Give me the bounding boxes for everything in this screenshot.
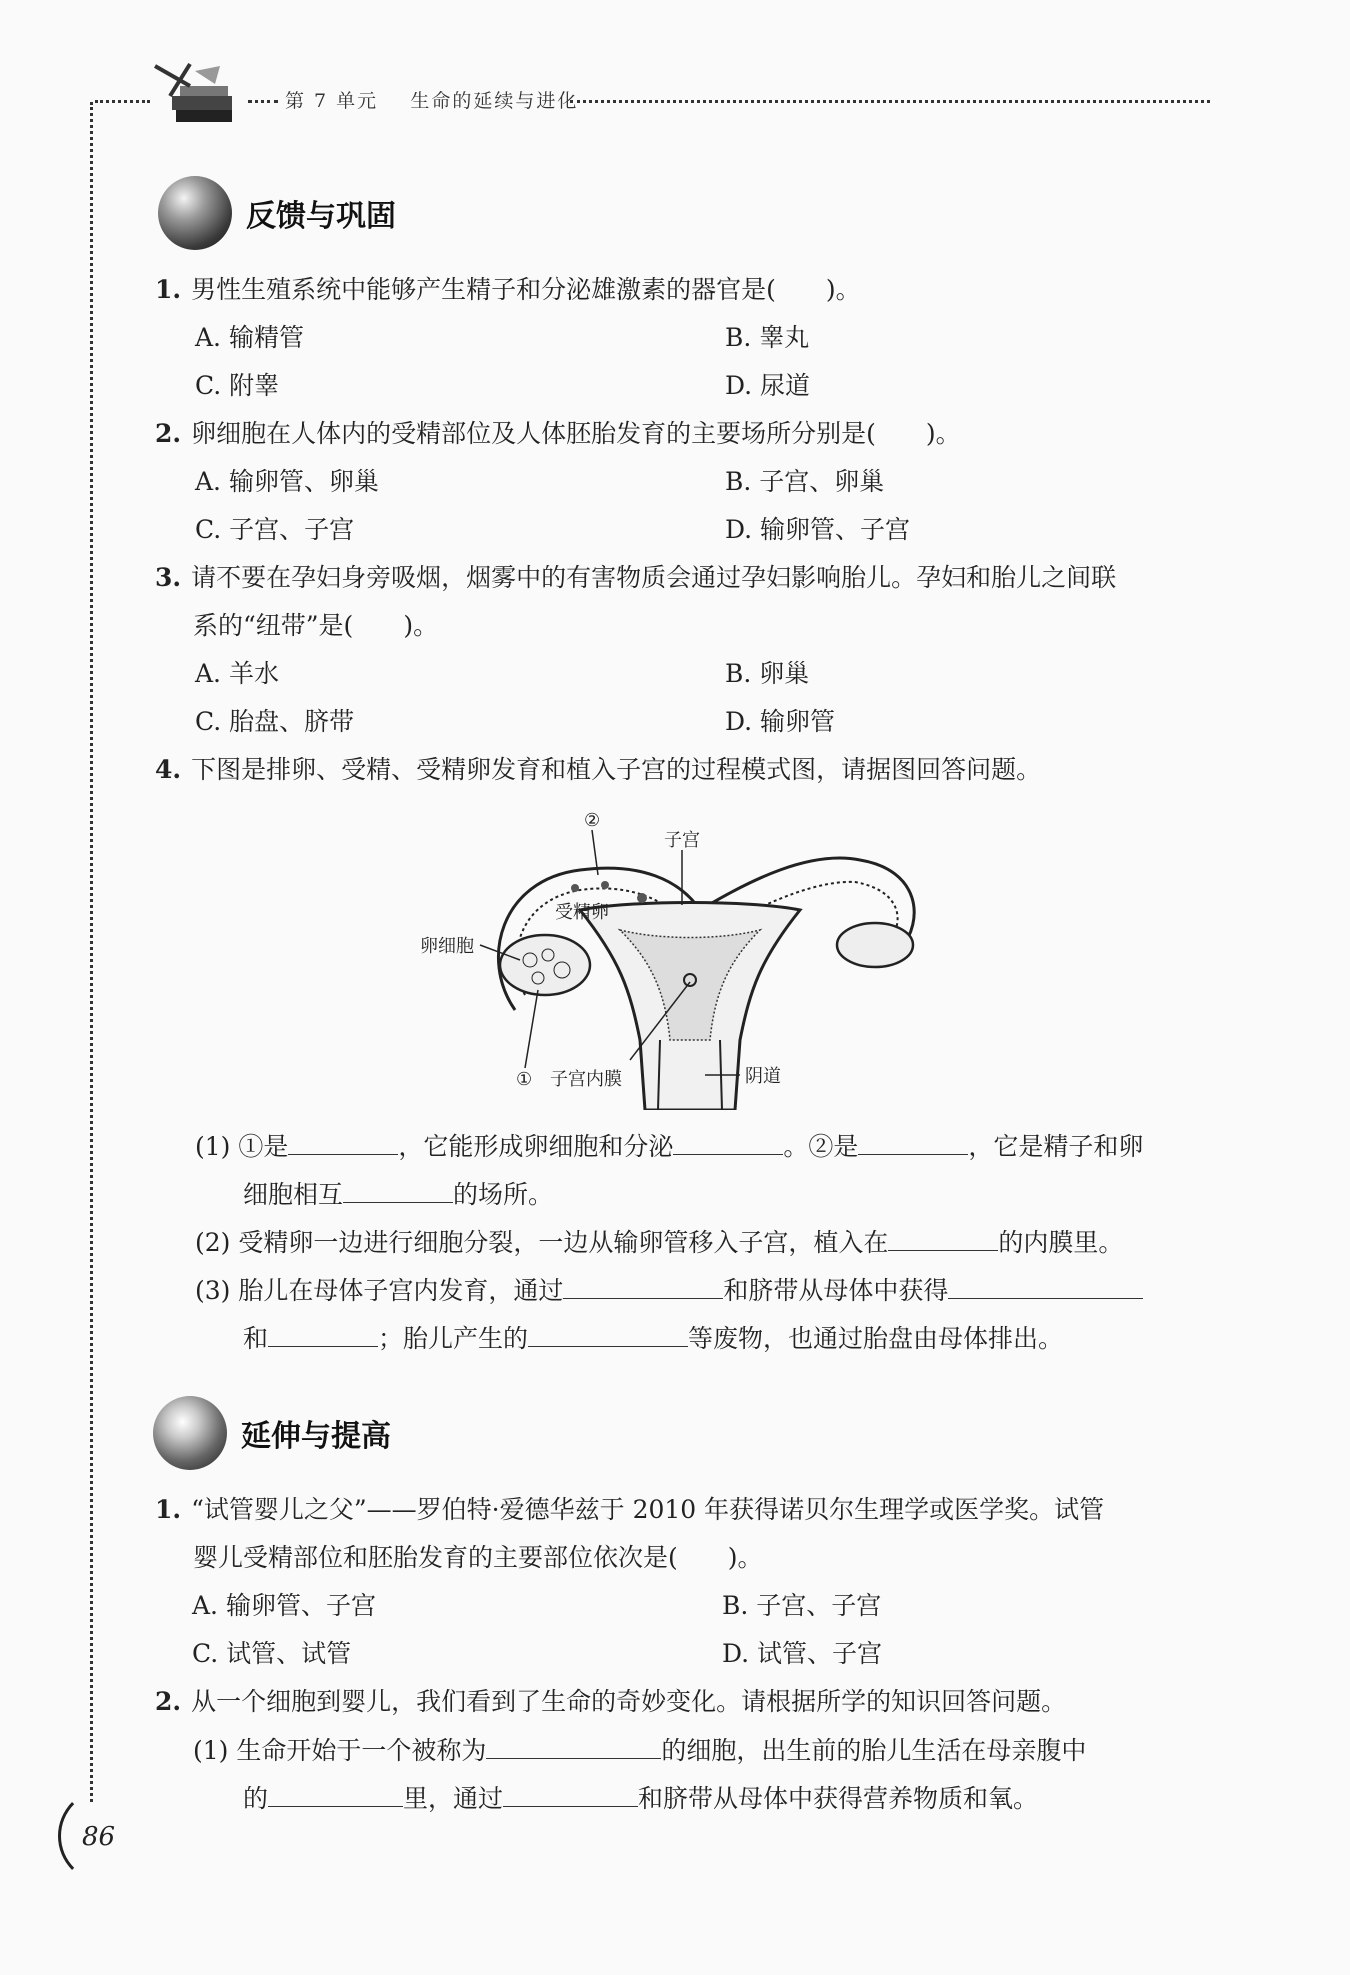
text: 的细胞，出生前的胎儿生活在母亲腹中 [661,1736,1087,1765]
answer-blank[interactable] [563,1274,723,1299]
option-b: B. 睾丸 [725,323,810,352]
answer-blank[interactable] [486,1734,661,1759]
text: 细胞相互 [243,1180,344,1209]
question-text: 男性生殖系统中能够产生精子和分泌雄激素的器官是( )。 [191,275,861,304]
question-number: 1. [155,275,182,304]
header-rule-right [570,100,1210,103]
question-2 [155,418,961,450]
egg-dot [637,893,647,903]
question-text-cont: 婴儿受精部位和胚胎发育的主要部位依次是( )。 [193,1543,763,1572]
egg-dot [571,884,579,892]
answer-blank[interactable] [948,1274,1143,1299]
question-1 [155,274,861,306]
answer-blank[interactable] [268,1782,403,1807]
answer-blank[interactable] [268,1322,378,1347]
globe-icon [153,1396,227,1470]
answer-blank[interactable] [343,1178,453,1203]
answer-blank[interactable] [528,1322,688,1347]
answer-blank[interactable] [888,1226,998,1251]
label-endometrium: 子宫内膜 [550,1069,622,1090]
question-text: “试管婴儿之父”——罗伯特·爱德华兹于 2010 年获得诺贝尔生理学或医学奖。试管 [191,1495,1105,1524]
option-c: C. 试管、试管 [192,1639,352,1668]
text: 和脐带从母体中获得营养物质和氧。 [638,1784,1039,1813]
q4-part-1 [195,1130,1143,1163]
section-feedback [158,176,396,250]
text: 的 [243,1784,269,1813]
extension-question-1 [155,1494,1104,1526]
question-3 [155,562,1116,594]
option-b: B. 子宫、卵巢 [725,467,885,496]
q4-part-2 [195,1226,1123,1259]
e2-part-1 [193,1734,1086,1767]
text: 里，通过 [403,1784,504,1813]
q4-part-3-cont [243,1322,1063,1355]
unit-title: 生命的延续与进化 [410,90,579,112]
text: ，它能形成卵细胞和分泌 [398,1132,674,1161]
text: (1) ①是 [195,1132,289,1161]
q4-part-3 [195,1274,1143,1307]
answer-blank[interactable] [503,1782,638,1807]
section-title: 延伸与提高 [241,1419,391,1454]
text: ；胎儿产生的 [378,1324,529,1353]
option-c: C. 子宫、子宫 [195,515,355,544]
label-one: ① [516,1069,533,1090]
option-a: A. 输卵管、子宫 [192,1591,376,1620]
text: 的内膜里。 [998,1228,1124,1257]
question-text-cont: 系的“纽带”是( )。 [193,611,439,640]
answer-blank[interactable] [288,1130,398,1155]
option-d: D. 输卵管、子宫 [725,515,911,544]
header-text [285,86,578,113]
question-number: 4. [155,755,182,784]
question-number: 2. [155,1687,182,1716]
sphere-icon [158,176,232,250]
text: 等废物，也通过胎盘由母体排出。 [688,1324,1064,1353]
option-d: D. 输卵管 [725,707,836,736]
e2-part-1-cont [243,1782,1038,1815]
question-text: 从一个细胞到婴儿，我们看到了生命的奇妙变化。请根据所学的知识回答问题。 [191,1687,1067,1716]
egg-dot [601,881,609,889]
answer-blank[interactable] [858,1130,968,1155]
question-text: 请不要在孕妇身旁吸烟，烟雾中的有害物质会通过孕妇影响胎儿。孕妇和胎儿之间联 [191,563,1117,592]
option-a: A. 输精管 [195,323,304,352]
header-rule-mid [248,100,278,103]
text: (2) 受精卵一边进行细胞分裂，一边从输卵管移入子宫，植入在 [195,1228,889,1257]
label-zygote: 受精卵 [555,902,609,923]
label-egg: 卵细胞 [420,936,474,957]
book-stack-logo-icon [150,56,245,136]
text: ，它是精子和卵 [968,1132,1144,1161]
option-b: B. 卵巢 [725,659,810,688]
text: 。②是 [783,1132,859,1161]
question-text: 下图是排卵、受精、受精卵发育和植入子宫的过程模式图，请据图回答问题。 [191,755,1042,784]
question-text: 卵细胞在人体内的受精部位及人体胚胎发育的主要场所分别是( )。 [191,419,961,448]
right-ovary [837,923,913,967]
question-number: 3. [155,563,182,592]
option-a: A. 羊水 [195,659,279,688]
text: 的场所。 [453,1180,554,1209]
text: 和 [243,1324,269,1353]
leader-line [525,990,538,1068]
q4-part-1-cont [243,1178,553,1211]
question-number: 2. [155,419,182,448]
answer-blank[interactable] [673,1130,783,1155]
extension-question-2 [155,1686,1066,1718]
uterus-diagram [420,810,960,1110]
text: 和脐带从母体中获得 [723,1276,949,1305]
label-vagina: 阴道 [745,1066,781,1087]
option-c: C. 附睾 [195,371,280,400]
option-c: C. 胎盘、脐带 [195,707,355,736]
text: (3) 胎儿在母体子宫内发育，通过 [195,1276,564,1305]
label-two: ② [584,810,601,831]
margin-rule [90,102,93,1802]
option-d: D. 尿道 [725,371,811,400]
text: (1) 生命开始于一个被称为 [193,1736,487,1765]
question-number: 1. [155,1495,182,1524]
left-ovary [500,935,590,995]
header-rule-left [95,100,150,103]
section-title: 反馈与巩固 [246,199,396,234]
label-uterus: 子宫 [664,830,700,851]
section-extension [153,1396,391,1470]
unit-label: 第 7 单元 [285,90,379,112]
option-a: A. 输卵管、卵巢 [195,467,379,496]
question-4 [155,754,1041,786]
page-number: 86 [82,1822,116,1852]
option-b: B. 子宫、子宫 [722,1591,882,1620]
option-d: D. 试管、子宫 [722,1639,883,1668]
